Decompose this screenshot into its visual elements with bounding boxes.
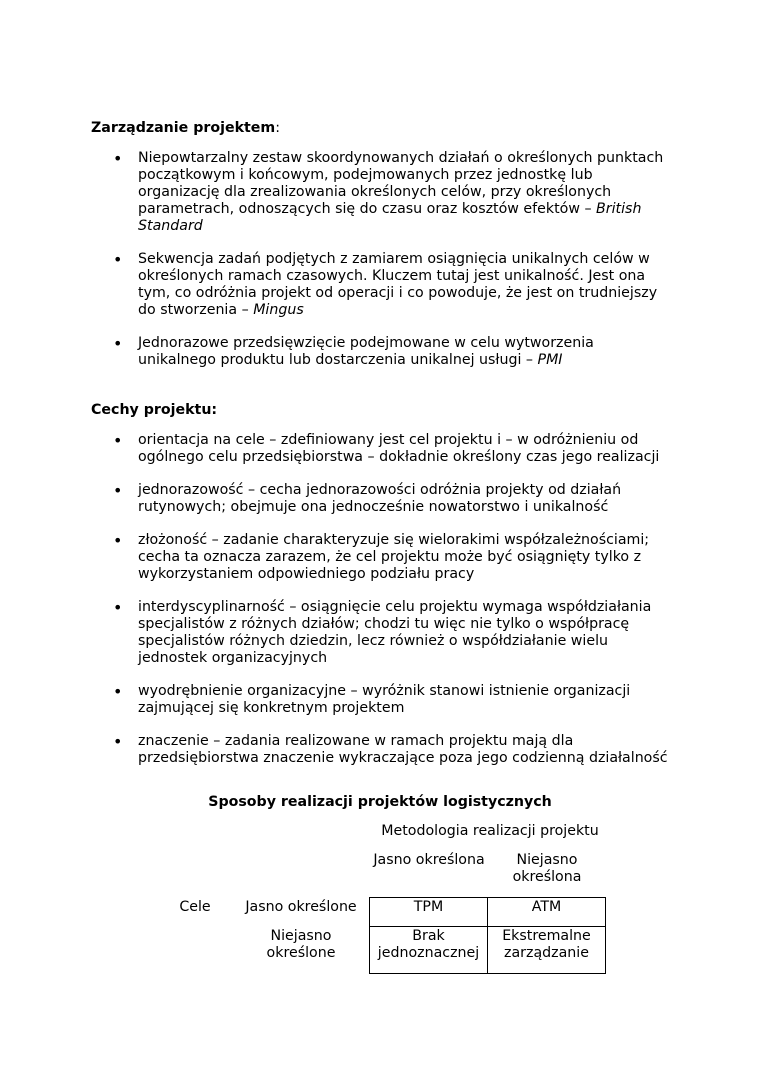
table-cell: ATM (531, 899, 562, 915)
column-header: Jasno określona (373, 852, 485, 868)
list-item: • złożoność – zadanie charakteryzuje się wielorakimi współzależnościami; cecha ta oznacza zarazem, że cel projektu może być osiągnięty tylko z wykorzystaniem odpowiedniego podziału pracy (0, 532, 668, 583)
section-heading-project-features: Cechy projektu: (91, 402, 218, 418)
column-header: Niejasno określona (512, 852, 582, 885)
row-group-label: Cele (179, 899, 211, 915)
column-group-label: Metodologia realizacji projektu (381, 823, 599, 839)
list-item: • Sekwencja zadań podjętych z zamiarem osiągnięcia unikalnych celów w określonych ramach czasowych. Kluczem tutaj jest unikalność. Jest ona tym, co odróżnia projekt od operacji i co powoduje, że jest on trudniejszy do stworzenia – Mingus (0, 251, 668, 319)
section-heading-project-management: Zarządzanie projektem: (91, 120, 280, 136)
table-cell: Ekstremalne zarządzanie (502, 928, 591, 961)
features-list (0, 432, 760, 783)
list-item: • Jednorazowe przedsięwzięcie podejmowane w celu wytworzenia unikalnego produktu lub dostarczenia unikalnej usługi – PMI (0, 335, 668, 369)
definitions-list (0, 150, 760, 385)
table-divider (369, 926, 606, 927)
list-item: • Niepowtarzalny zestaw skoordynowanych działań o określonych punktach początkowym i końcowym, podejmowanych przez jednostkę lub organizację dla zrealizowania określonych celów, przy określonych parametrach, odnoszących się do czasu oraz kosztów efektów – British Standard (0, 150, 668, 235)
list-item: • wyodrębnienie organizacyjne – wyróżnik stanowi istnienie organizacji zajmującej się konkretnym projektem (0, 683, 668, 717)
table-cell: TPM (413, 899, 444, 915)
row-header: Niejasno określone (266, 928, 336, 961)
table-title: Sposoby realizacji projektów logistycznych (208, 794, 552, 810)
table-cell: Brak jednoznacznej (377, 928, 480, 961)
list-item: • znaczenie – zadania realizowane w ramach projektu mają dla przedsiębiorstwa znaczenie wykraczające poza jego codzienną działalność (0, 733, 668, 767)
list-item: • orientacja na cele – zdefiniowany jest cel projektu i – w odróżnieniu od ogólnego celu przedsiębiorstwa – dokładnie określony czas jego realizacji (0, 432, 668, 466)
list-item: • interdyscyplinarność – osiągnięcie celu projektu wymaga współdziałania specjalistów z różnych działów; chodzi tu więc nie tylko o współpracę specjalistów różnych dziedzin, lecz również o współdziałanie wielu jednostek organizacyjnych (0, 599, 668, 667)
row-header: Jasno określone (245, 899, 357, 915)
list-item: • jednorazowość – cecha jednorazowości odróżnia projekty od działań rutynowych; obejmuje ona jednocześnie nowatorstwo i unikalność (0, 482, 668, 516)
